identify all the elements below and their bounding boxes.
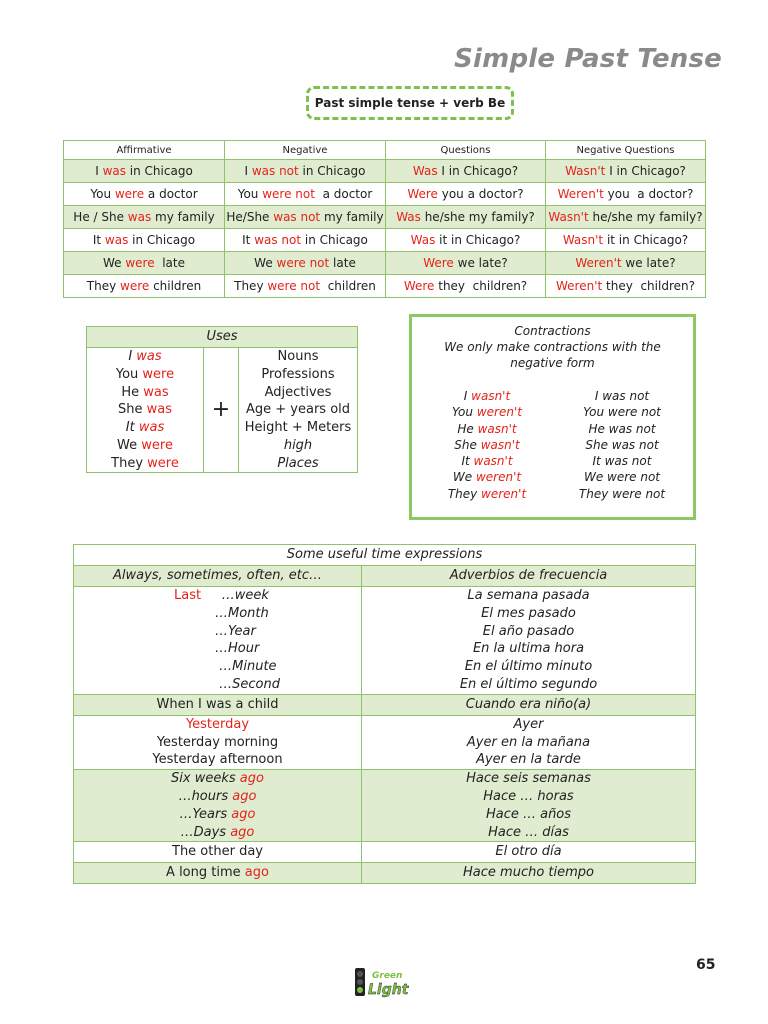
- highlight-verb: ago: [239, 771, 264, 787]
- highlight-verb: was: [138, 420, 165, 436]
- other-left: The other day: [74, 842, 362, 863]
- contraction-long: We were not: [583, 470, 661, 485]
- contractions-heading-line: We only make contractions with the: [444, 340, 661, 354]
- highlight-verb: were: [142, 366, 175, 382]
- text: Six weeks: [171, 771, 240, 787]
- last-word: Last: [174, 588, 202, 603]
- text: in Chicago: [298, 164, 366, 178]
- table-cell: [386, 160, 546, 183]
- highlight-verb: was not: [254, 233, 302, 247]
- highlight-verb: was: [143, 384, 169, 400]
- table-cell: [386, 252, 546, 275]
- text: We: [254, 256, 277, 270]
- table-cell: [546, 160, 706, 183]
- last-translation: En el último segundo: [459, 676, 598, 692]
- logo-text-light: Light: [368, 982, 409, 998]
- logo-text-green: Green: [372, 971, 403, 981]
- time-title: Some useful time expressions: [74, 545, 696, 566]
- ago-translation: Hace … días: [488, 824, 569, 840]
- highlight-verb: Yesterday: [185, 716, 250, 732]
- text: She: [454, 437, 481, 452]
- ago-left-cell: [74, 770, 362, 842]
- text: …Second: [215, 676, 280, 692]
- highlight-verb: wasn't: [473, 454, 513, 469]
- text: I: [463, 389, 472, 403]
- text: He: [121, 384, 144, 400]
- ago-translation: Hace … años: [485, 806, 572, 822]
- table-cell: [225, 206, 386, 229]
- text: …Minute: [215, 659, 277, 675]
- highlight-verb: were not: [267, 279, 321, 293]
- text: …Month: [215, 605, 269, 621]
- contraction-short: [422, 404, 552, 420]
- text: You: [115, 366, 143, 382]
- contraction-short: [422, 421, 552, 437]
- text: You: [452, 405, 477, 420]
- highlight-verb: wasn't: [471, 389, 511, 403]
- uses-subject: [87, 419, 203, 437]
- contractions-heading: [412, 317, 693, 371]
- uses-item: high: [283, 437, 313, 453]
- text: …Year: [215, 623, 256, 639]
- contraction-long: He was not: [588, 421, 656, 436]
- uses-item: Age + years old: [245, 402, 351, 418]
- time-col-header-right: Adverbios de frecuencia: [362, 566, 696, 587]
- highlight-verb: was: [104, 233, 129, 247]
- contractions-long-list: [557, 388, 687, 502]
- last-expression: [174, 640, 361, 658]
- last-translation: El año pasado: [482, 623, 575, 639]
- text: I in Chicago?: [605, 164, 686, 178]
- uses-item: Places: [277, 455, 319, 471]
- plus-sign: +: [204, 348, 239, 472]
- text: They: [86, 279, 120, 293]
- text: …Hour: [215, 641, 260, 657]
- contraction-short: [422, 469, 552, 485]
- highlight-verb: was: [127, 210, 152, 224]
- child-row: [74, 694, 696, 715]
- highlight-verb: Were: [423, 256, 454, 270]
- text: You: [237, 187, 263, 201]
- text: a doctor: [144, 187, 198, 201]
- contraction-long: You were not: [583, 405, 661, 420]
- header-negative-questions: Negative Questions: [546, 141, 706, 160]
- highlight-verb: were: [147, 455, 179, 471]
- table-row: [64, 206, 706, 229]
- highlight-verb: Was: [396, 210, 421, 224]
- text: I: [95, 164, 103, 178]
- highlight-verb: Weren't: [556, 279, 603, 293]
- text: we late?: [453, 256, 508, 270]
- uses-header: Uses: [87, 327, 357, 348]
- table-cell: [225, 183, 386, 206]
- highlight-verb: was not: [273, 210, 321, 224]
- time-title-row: [74, 545, 696, 566]
- text: he/she my family?: [588, 210, 703, 224]
- yesterday-expression: [74, 751, 361, 769]
- table-cell: [386, 183, 546, 206]
- subtitle-box: [306, 86, 514, 120]
- text: my family: [320, 210, 384, 224]
- yesterday-expression: [74, 716, 361, 734]
- yesterday-translation: Ayer en la tarde: [476, 752, 581, 768]
- highlight-verb: weren't: [475, 470, 522, 485]
- table-cell: [546, 275, 706, 298]
- table-cell: [386, 229, 546, 252]
- contraction-long: They were not: [578, 486, 666, 501]
- text: late: [329, 256, 356, 270]
- last-expression: [174, 587, 361, 605]
- highlight-verb: was: [136, 349, 162, 364]
- highlight-verb: ago: [244, 865, 269, 881]
- table-cell: [225, 252, 386, 275]
- last-translation: La semana pasada: [467, 588, 590, 603]
- text: it in Chicago?: [435, 233, 521, 247]
- uses-item: Height + Meters: [244, 420, 352, 436]
- highlight-verb: were not: [276, 256, 330, 270]
- time-col-header-row: [74, 566, 696, 587]
- text: you a doctor?: [437, 187, 524, 201]
- text: We: [452, 470, 476, 485]
- text: You: [90, 187, 115, 201]
- subtitle: Past simple tense + verb Be: [314, 96, 506, 110]
- text: my family: [151, 210, 215, 224]
- table-cell: [64, 206, 225, 229]
- text: in Chicago: [125, 164, 193, 178]
- highlight-verb: were: [125, 256, 155, 270]
- text: He: [457, 421, 478, 436]
- uses-subject: [87, 437, 203, 455]
- text: She: [118, 402, 147, 418]
- highlight-verb: Were: [403, 279, 435, 293]
- text: they children?: [434, 279, 528, 293]
- contractions-heading-line: negative form: [510, 356, 595, 370]
- table-cell: [386, 206, 546, 229]
- table-cell: [225, 229, 386, 252]
- table-header-row: [64, 141, 706, 160]
- highlight-verb: wasn't: [477, 421, 517, 436]
- uses-item: Nouns: [277, 349, 319, 364]
- last-translation: En el último minuto: [464, 659, 593, 675]
- text: …week: [201, 588, 269, 603]
- table-cell: [64, 183, 225, 206]
- text: It: [92, 233, 105, 247]
- text: They: [111, 455, 148, 471]
- long-time-row: [74, 863, 696, 884]
- table-cell: [64, 252, 225, 275]
- conjugation-table: [63, 140, 706, 298]
- highlight-verb: weren't: [476, 405, 522, 420]
- table-cell: [225, 275, 386, 298]
- contraction-short: [422, 388, 552, 404]
- yesterday-row: [74, 715, 696, 769]
- table-row: [64, 252, 706, 275]
- text: in Chicago: [128, 233, 196, 247]
- uses-item: Professions: [261, 366, 335, 382]
- uses-items: [239, 348, 357, 472]
- highlight-verb: was: [102, 164, 126, 178]
- highlight-verb: Weren't: [575, 256, 622, 270]
- table-cell: [546, 206, 706, 229]
- text: …Years: [179, 806, 232, 822]
- text: we late?: [621, 256, 676, 270]
- time-expressions-table: [73, 544, 696, 884]
- table-cell: [64, 160, 225, 183]
- yesterday-translation: Ayer: [513, 716, 544, 732]
- long-time-right: Hace mucho tiempo: [362, 863, 696, 884]
- table-cell: [546, 252, 706, 275]
- long-time-left: [74, 863, 362, 884]
- text: children: [320, 279, 376, 293]
- text: They: [447, 486, 482, 501]
- text: It: [242, 233, 255, 247]
- child-right: Cuando era niño(a): [362, 694, 696, 715]
- highlight-verb: Weren't: [557, 187, 604, 201]
- yesterday-right-cell: [362, 715, 696, 769]
- uses-subject: [87, 455, 203, 473]
- text: late: [154, 256, 185, 270]
- table-row: [64, 183, 706, 206]
- uses-subject: [87, 366, 203, 384]
- contraction-short: [422, 486, 552, 502]
- highlight-verb: ago: [232, 788, 257, 804]
- table-cell: [225, 160, 386, 183]
- page-number: 65: [696, 957, 716, 973]
- ago-right-cell: [362, 770, 696, 842]
- ago-expression: [74, 770, 361, 788]
- text: they children?: [602, 279, 695, 293]
- text: It: [125, 420, 139, 436]
- table-cell: [546, 183, 706, 206]
- last-translation: En la ultima hora: [472, 641, 585, 657]
- highlight-verb: were: [120, 279, 150, 293]
- uses-subject: [87, 384, 203, 402]
- uses-box: [86, 326, 358, 473]
- text: Yesterday afternoon: [152, 752, 283, 768]
- table-cell: [64, 275, 225, 298]
- text: We: [117, 437, 142, 453]
- text: children: [149, 279, 202, 293]
- highlight-verb: was not: [251, 164, 299, 178]
- time-col-header-left: Always, sometimes, often, etc…: [74, 566, 362, 587]
- uses-subjects: [87, 348, 204, 472]
- table-cell: [64, 229, 225, 252]
- ago-expression: [74, 824, 361, 842]
- ago-translation: Hace seis semanas: [466, 771, 591, 787]
- highlight-verb: wasn't: [480, 437, 520, 452]
- highlight-verb: were not: [262, 187, 315, 201]
- last-row: [74, 587, 696, 695]
- highlight-verb: ago: [230, 824, 255, 840]
- text: a doctor: [314, 187, 373, 201]
- ago-expression: [74, 788, 361, 806]
- text: I: [128, 349, 137, 364]
- child-left: When I was a child: [74, 694, 362, 715]
- table-row: [64, 229, 706, 252]
- text: I: [244, 164, 252, 178]
- text: Yesterday morning: [156, 734, 279, 750]
- last-right-cell: [362, 587, 696, 695]
- other-day-row: [74, 842, 696, 863]
- uses-item: Adjectives: [264, 384, 332, 400]
- last-expression: [174, 605, 361, 623]
- header-affirmative: Affirmative: [64, 141, 225, 160]
- highlight-verb: Was: [410, 233, 436, 247]
- highlight-verb: Wasn't: [548, 210, 589, 224]
- text: We: [102, 256, 126, 270]
- text: It: [461, 454, 474, 469]
- contraction-short: [422, 453, 552, 469]
- text: He / She: [73, 210, 128, 224]
- table-cell: [386, 275, 546, 298]
- text: you a doctor?: [603, 187, 694, 201]
- contraction-short: [422, 437, 552, 453]
- highlight-verb: was: [146, 402, 172, 418]
- highlight-verb: Wasn't: [565, 164, 606, 178]
- text: A long time: [166, 865, 245, 881]
- header-questions: Questions: [386, 141, 546, 160]
- contraction-long: I was not: [594, 389, 650, 403]
- text: They: [234, 279, 268, 293]
- contractions-box: [409, 314, 696, 520]
- table-row: [64, 160, 706, 183]
- table-cell: [546, 229, 706, 252]
- yesterday-translation: Ayer en la mañana: [466, 734, 591, 750]
- contractions-heading-line: Contractions: [514, 324, 591, 338]
- text: in Chicago: [301, 233, 368, 247]
- uses-subject: [87, 348, 203, 366]
- highlight-verb: were: [141, 437, 173, 453]
- highlight-verb: ago: [231, 806, 256, 822]
- text: …Days: [180, 824, 231, 840]
- header-negative: Negative: [225, 141, 386, 160]
- page-title: Simple Past Tense: [454, 44, 722, 74]
- last-expression: [174, 658, 361, 676]
- other-right: El otro día: [362, 842, 696, 863]
- text: He/She: [226, 210, 274, 224]
- ago-expression: [74, 806, 361, 824]
- last-expression: [174, 676, 361, 694]
- highlight-verb: Were: [407, 187, 438, 201]
- table-row: [64, 275, 706, 298]
- highlight-verb: were: [114, 187, 145, 201]
- last-left-cell: [74, 587, 362, 695]
- ago-translation: Hace … horas: [483, 788, 574, 804]
- highlight-verb: Was: [412, 164, 438, 178]
- highlight-verb: Wasn't: [562, 233, 604, 247]
- highlight-verb: weren't: [481, 486, 527, 501]
- green-light-logo: [352, 962, 410, 1000]
- yesterday-expression: [74, 734, 361, 752]
- uses-subject: [87, 401, 203, 419]
- text: it in Chicago?: [603, 233, 689, 247]
- ago-row: [74, 770, 696, 842]
- contractions-short-list: [422, 388, 552, 502]
- contraction-long: It was not: [592, 454, 652, 469]
- yesterday-left-cell: [74, 715, 362, 769]
- text: I in Chicago?: [437, 164, 519, 178]
- last-expression: [174, 623, 361, 641]
- text: …hours: [178, 788, 233, 804]
- contraction-long: She was not: [585, 437, 659, 452]
- last-translation: El mes pasado: [481, 605, 576, 621]
- text: he/she my family?: [420, 210, 535, 224]
